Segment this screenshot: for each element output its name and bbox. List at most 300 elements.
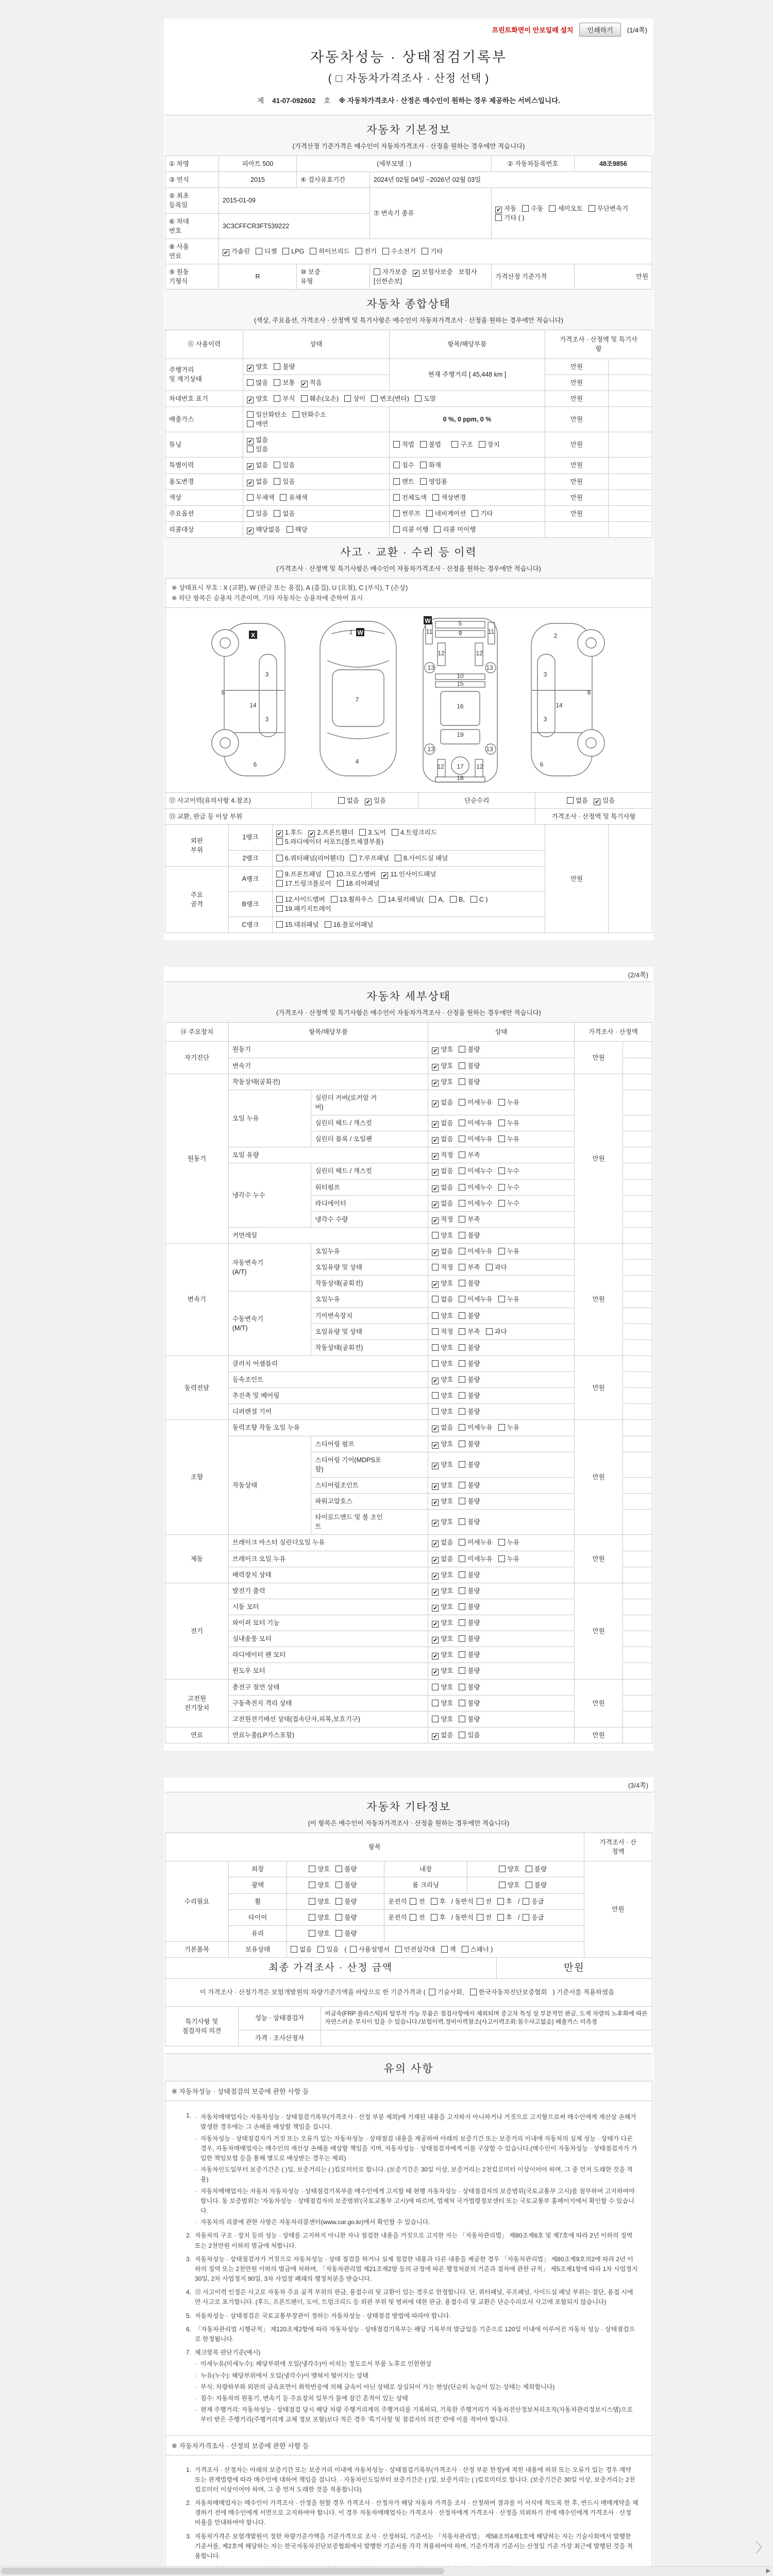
checkbox-icon xyxy=(450,896,457,903)
checkbox-checked-icon: ✔ xyxy=(433,1589,438,1596)
text-cell: ④ 검사유효기간 xyxy=(297,172,370,188)
page-indicator-1: (1/4쪽) xyxy=(627,26,647,34)
text-cell xyxy=(384,1925,584,1941)
table-row xyxy=(165,1958,652,1979)
notice-item-body xyxy=(195,2311,638,2321)
text-cell xyxy=(608,375,652,391)
value-cell xyxy=(428,1695,575,1711)
value-cell xyxy=(428,1436,575,1452)
text-cell: 만원 xyxy=(574,264,652,290)
checkbox-checked-option: ✔ 11.인사이드패널 xyxy=(382,870,436,879)
accident-head-table xyxy=(165,792,652,825)
notice-item-text: 자동차성능 · 상태점검자가 거짓으로 자동차성능 · 상태 점검을 하거나 실제 점검한 내용과 다른 내용을 제공한 경우 「자동차관리법」 제80조제9호의2에 따라 2년 이하의 징역 또는 2천만원 이하의 벌금에 처하며, 「자동차관리법 제21조제2항 등의 규정에 따른 행정처분의 기준과 절차에 관한 규칙」 제5조제1항에 따라 1차 사업정지 30일, 2차 사업정지 90일, 3차 사업장 폐쇄의 행정처분을 받습니다. xyxy=(195,2255,638,2283)
print-button[interactable]: 인쇄하기 xyxy=(579,23,620,37)
panel-number: 13 xyxy=(427,664,434,671)
checkbox-checked-option: ✔ 없음 xyxy=(433,1248,453,1256)
checkbox-icon xyxy=(325,921,331,928)
text-cell: 휠 xyxy=(228,1893,287,1909)
checkbox-option: 양호 xyxy=(432,1684,453,1691)
checkbox-icon xyxy=(392,829,398,836)
text-cell: 원동기 xyxy=(228,1042,428,1058)
section-title: 자동차 세부상태 xyxy=(366,991,451,1003)
checkbox-icon xyxy=(309,1866,315,1872)
checkbox-checked-icon: ✔ xyxy=(433,1378,438,1384)
checkbox-checked-icon: ✔ xyxy=(382,872,388,879)
checkbox-icon xyxy=(276,838,283,845)
checkbox-checked-icon: ✔ xyxy=(433,1282,438,1289)
checkbox-option: 있음 xyxy=(247,510,268,517)
text-cell: 2015-01-09 xyxy=(219,188,369,213)
checkbox-icon xyxy=(393,441,400,448)
panel-number: 12 xyxy=(476,650,483,657)
column-header: ⑪ 사용이력 xyxy=(165,330,243,359)
checkbox-option: 리콜 이행 xyxy=(393,526,429,533)
checkbox-option: 있음 xyxy=(317,1946,339,1953)
checkbox-option: 썬루프 xyxy=(393,510,421,517)
value-cell xyxy=(287,1925,384,1941)
text-cell: 성능 · 상태점검자 xyxy=(238,2006,321,2030)
value-cell xyxy=(384,1909,584,1925)
text-cell: 작동상태(공회전) xyxy=(311,1340,428,1355)
text-cell xyxy=(623,1679,652,1695)
panel-number: 10 xyxy=(457,672,464,680)
checkbox-option: 불량 xyxy=(459,1700,480,1707)
text-segment: ) 기준서를 적용하였음 xyxy=(552,1988,615,1996)
checkbox-option: 무단변속기 xyxy=(589,205,628,212)
checkbox-option: 있음 xyxy=(459,1732,480,1739)
panel-number: 4 xyxy=(355,758,359,765)
overall-table xyxy=(165,330,652,538)
checkbox-option: 불량 xyxy=(459,1392,480,1399)
notice-bullet-text: 자동차인도일부터 보증기간은 ( )일, 보증거리는 ( )킬로미터로 합니다. (보증기간은 30일 이상, 보증거리는 2천킬로미터 이상이어야 하며, 그 중 먼저 도래한 것을 적용) xyxy=(200,2166,633,2183)
value-cell xyxy=(287,1861,384,1877)
notice-item-number: 1. xyxy=(186,2112,191,2120)
checkbox-icon xyxy=(459,1461,465,1468)
text-cell: ⑬ 교환, 판금 등 이상 부위 xyxy=(165,809,535,825)
checkbox-icon xyxy=(247,494,254,501)
text-cell xyxy=(608,359,652,375)
checkbox-option: 14.필러패널( xyxy=(379,896,424,903)
checkbox-option: 불량 xyxy=(335,1866,357,1873)
panel-number: 6 xyxy=(540,761,544,768)
value-cell xyxy=(428,1535,575,1551)
panel-number: 8 xyxy=(587,689,591,696)
text-cell: 만원 xyxy=(574,1420,623,1535)
checkbox-option: 15.대쉬패널 xyxy=(276,921,319,928)
checkbox-icon xyxy=(256,248,262,255)
notice-item xyxy=(183,2111,638,2227)
checkbox-icon xyxy=(282,248,289,255)
text-segment: 운전석 xyxy=(388,1897,407,1905)
text-cell: 3C3CFFCR3FT539222 xyxy=(219,213,369,239)
table-row xyxy=(165,825,652,850)
notice-bullet-text: 부식: 차량하부와 외판의 금속표면이 화학반응에 의해 금속이 아닌 상태로 상실되어 가는 현상(단순히 녹슬어 있는 상태는 제외합니다) xyxy=(200,2383,555,2391)
value-cell xyxy=(369,264,491,290)
checkbox-icon xyxy=(498,1120,505,1126)
checkbox-option: 디젤 xyxy=(256,248,277,255)
notice-item-text: 자동차의 구조 · 장치 등의 성능 · 상태를 고지하지 아니한 자나 점검한 내용을 거짓으로 고지한 자는 「자동차관리법」 제80조제6호 및 제7호에 따라 2년 이하의 징역 또는 2천만원 이하의 벌금에 처합니다. xyxy=(195,2232,633,2249)
checkbox-icon xyxy=(486,1328,493,1335)
table-row xyxy=(165,391,652,406)
column-header: 항목 xyxy=(165,1833,584,1861)
damage-code-note-2: ※ 하단 항목은 승용차 기준이며, 기타 자동차는 승용차에 준하여 표시 xyxy=(172,595,363,602)
checkbox-icon xyxy=(331,896,338,903)
text-cell: 만원 xyxy=(545,505,609,521)
notice-item-body xyxy=(195,2255,638,2284)
text-cell: (세부모델 : ) xyxy=(297,156,492,172)
performance-warning-heading: ※ 자동차성능 · 상태점검의 보증에 관한 사항 등 xyxy=(165,2081,652,2101)
text-cell: 실린더 블록 / 오일팬 xyxy=(311,1131,428,1147)
scrollbar-right-arrow-icon[interactable]: ▶ xyxy=(764,2567,773,2575)
text-cell xyxy=(623,1308,652,1324)
section-subtitle: (가격조사 · 산정액 및 특기사항은 매수인이 자동차가격조사 · 산정을 원하는 경우에만 적습니다) xyxy=(276,565,541,572)
checkbox-checked-option: ✔ 양호 xyxy=(433,1518,453,1527)
panel-number: 17 xyxy=(457,763,464,770)
text-cell: R xyxy=(219,264,296,290)
checkbox-checked-icon: ✔ xyxy=(248,528,253,534)
value-cell xyxy=(389,432,545,457)
checkbox-option: 불량 xyxy=(526,1882,547,1889)
text-cell: ⑩ 보증 유형 xyxy=(297,264,370,290)
checkbox-option: 양호 xyxy=(309,1882,330,1889)
checkbox-option: 16.플로어패널 xyxy=(325,921,374,928)
text-cell xyxy=(623,1477,652,1493)
checkbox-icon xyxy=(291,1946,297,1953)
text-cell xyxy=(623,1615,652,1631)
column-header: 상태 xyxy=(243,330,390,359)
toolbar xyxy=(165,19,652,39)
carousel-next-arrow[interactable]: 〉 xyxy=(755,2540,769,2555)
checkbox-checked-option: ✔ 양호 xyxy=(433,1481,453,1490)
checkbox-option: 10.크로스멤버 xyxy=(327,871,376,878)
notice-item xyxy=(183,2465,638,2495)
checkbox-icon xyxy=(274,379,280,386)
checkbox-icon xyxy=(479,441,485,448)
checkbox-checked-option: ✔ 양호 xyxy=(433,1062,453,1071)
horizontal-scrollbar[interactable] xyxy=(0,2566,773,2576)
checkbox-checked-option: ✔ 있음 xyxy=(594,797,615,805)
checkbox-icon xyxy=(495,214,502,221)
value-cell xyxy=(535,793,652,809)
text-cell xyxy=(623,1567,652,1583)
text-cell: 현재 주행거리 [ 45,448 km ] xyxy=(389,359,545,391)
checkbox-icon xyxy=(247,510,254,517)
checkbox-option: 양호 xyxy=(432,1408,453,1415)
checkbox-option: 불법 xyxy=(420,441,441,448)
checkbox-icon xyxy=(426,510,433,517)
checkbox-option: 일산화탄소 xyxy=(247,411,287,418)
damage-code-note-1: ※ 상태표시 부호 : X (교환), W (판금 또는 용접), A (흠집), U (요철), C (부식), T (손상) xyxy=(172,584,408,591)
table-row xyxy=(165,1861,652,1877)
text-cell xyxy=(608,505,652,521)
text-cell: 구동축전지 격리 상태 xyxy=(228,1695,428,1711)
checkbox-option: 적법 xyxy=(393,441,414,448)
text-cell: 2024년 02월 04일 ~2026년 02월 03일 xyxy=(369,172,652,188)
checkbox-icon xyxy=(459,1046,465,1053)
text-cell: 클러치 어셈블리 xyxy=(228,1355,428,1371)
checkbox-checked-option: ✔ 2.프론트휀더 xyxy=(309,829,354,838)
print-install-notice-link[interactable]: 프린트화면이 안보일때 설치 xyxy=(492,26,574,34)
checkbox-icon xyxy=(432,1296,439,1302)
text-cell xyxy=(623,1195,652,1211)
text-cell: 만원 xyxy=(545,359,609,375)
checkbox-option: 훼손(오손) xyxy=(301,395,339,402)
text-cell: 스티어링조인트 xyxy=(311,1477,428,1493)
checkbox-option: 하이브리드 xyxy=(310,248,349,255)
value-cell xyxy=(243,505,390,521)
checkbox-option: 잭 xyxy=(441,1946,456,1953)
text-cell: ⑫ 사고이력(유의사항 4.참조) xyxy=(165,793,312,809)
checkbox-icon xyxy=(498,1296,505,1302)
checkbox-icon xyxy=(432,1232,439,1239)
text-cell xyxy=(623,1115,652,1131)
text-cell: 만원 xyxy=(545,825,609,933)
value-cell xyxy=(243,489,390,505)
text-cell xyxy=(623,1551,652,1567)
checkbox-option: 누유 xyxy=(498,1248,519,1255)
text-cell: 변속기 xyxy=(228,1058,428,1074)
checkbox-option: 4.트렁크리드 xyxy=(392,829,437,836)
checkbox-option: 8.사이드실 패널 xyxy=(395,855,448,862)
notice-item-body xyxy=(195,2231,638,2250)
checkbox-option: 있음 xyxy=(247,446,268,453)
checkbox-checked-icon: ✔ xyxy=(248,365,253,371)
checkbox-option: 양호 xyxy=(309,1898,330,1905)
text-cell: 최종 가격조사 · 산정 금액 xyxy=(165,1958,497,1979)
checkbox-option: 없음 xyxy=(291,1946,312,1953)
checkbox-icon xyxy=(459,1151,465,1158)
value-cell xyxy=(428,1727,575,1743)
checkbox-option: 네비게이션 xyxy=(426,510,466,517)
checkbox-icon xyxy=(335,1898,342,1905)
checkbox-option: 9.프론트패널 xyxy=(276,871,322,878)
checkbox-option: 누유 xyxy=(498,1099,519,1106)
checkbox-icon xyxy=(459,1408,465,1415)
value-cell xyxy=(389,473,545,489)
text-cell xyxy=(623,1599,652,1615)
checkbox-icon xyxy=(350,855,357,861)
checkbox-icon xyxy=(429,896,436,903)
checkbox-checked-icon: ✔ xyxy=(248,480,253,486)
scrollbar-thumb[interactable] xyxy=(1,2568,444,2574)
damage-mark-letter: W xyxy=(425,617,431,624)
checkbox-checked-option: ✔ 없음 xyxy=(433,1136,453,1144)
checkbox-icon xyxy=(309,1882,315,1888)
text-cell: 외장 xyxy=(228,1861,287,1877)
text-cell xyxy=(623,1494,652,1510)
checkbox-icon xyxy=(499,1882,506,1888)
checkbox-icon xyxy=(431,1914,438,1921)
panel-number: 8 xyxy=(221,689,225,696)
checkbox-checked-option: ✔ 양호 xyxy=(433,1280,453,1289)
checkbox-option: 없음 xyxy=(274,510,295,517)
checkbox-option: 부족 xyxy=(459,1264,480,1271)
notice-bullet-text: 누유(누수): 해당부위에서 오일(냉각수)이 맺혀서 떨어지는 상태 xyxy=(200,2371,368,2379)
checkbox-option: 많음 xyxy=(247,379,268,386)
section-etc-info xyxy=(165,1792,652,1833)
checkbox-checked-icon: ✔ xyxy=(433,1185,438,1192)
checkbox-option: 전체도색 xyxy=(393,494,427,501)
table-row xyxy=(165,1941,652,1957)
checkbox-icon xyxy=(276,855,283,861)
text-cell: 연료누출(LP가스포함) xyxy=(228,1727,428,1743)
final-price-table-holder xyxy=(165,1957,652,1979)
checkbox-option: 양호 xyxy=(432,1360,453,1367)
section-detail-state xyxy=(165,981,652,1023)
panel-number: 12 xyxy=(476,763,483,770)
checkbox-checked-option: ✔ 적음 xyxy=(301,379,322,387)
checkbox-checked-option: ✔ 없음 xyxy=(433,1183,453,1192)
checkbox-option: 양호 xyxy=(432,1344,453,1351)
checkbox-checked-option: ✔ 없음 xyxy=(433,1098,453,1107)
text-cell: 윈도우 모터 xyxy=(228,1663,428,1679)
text-cell: 스티어링 기어(MDPS포 함) xyxy=(311,1452,428,1477)
checkbox-option: 무채색 xyxy=(247,494,274,501)
text-cell xyxy=(623,1535,652,1551)
checkbox-icon xyxy=(420,441,427,448)
text-cell: ② 자동차등록번호 xyxy=(492,156,575,172)
checkbox-option: 전기 xyxy=(356,248,377,255)
value-cell xyxy=(428,1631,575,1647)
notice-item-number: 4. xyxy=(186,2289,191,2296)
page-indicator-2: (2/4쪽) xyxy=(164,967,653,982)
text-cell: 실내송풍 모터 xyxy=(228,1631,428,1647)
checkbox-option: 6.쿼터패널(리어휀더) xyxy=(276,855,344,862)
checkbox-option: 있음 xyxy=(274,478,295,485)
checkbox-icon xyxy=(309,1898,315,1905)
checkbox-option: 보통 xyxy=(274,379,295,386)
checkbox-icon xyxy=(276,896,283,903)
text-cell: 오일 유량 xyxy=(228,1147,428,1163)
doc-no: 41-07-092602 xyxy=(272,97,316,105)
checkbox-icon xyxy=(459,1328,465,1335)
checkbox-icon xyxy=(459,1498,465,1504)
checkbox-checked-icon: ✔ xyxy=(433,1669,438,1676)
checkbox-icon xyxy=(472,510,478,517)
checkbox-icon xyxy=(549,205,556,212)
section-subtitle: (이 항목은 매수인이 자동차가격조사 · 산정을 원하는 경우에만 적습니다) xyxy=(308,1820,510,1827)
table-row xyxy=(165,239,652,264)
bullet-icon: · xyxy=(195,2383,197,2391)
value-cell xyxy=(243,521,390,537)
checkbox-icon xyxy=(374,268,380,275)
checkbox-icon xyxy=(434,526,441,533)
notice-item-text: 자동차매매업자는 매수인이 가격조사 · 산정을 원할 경우 가격조사 · 산정자가 해당 자동차 가격을 조사 · 산정하여 결과를 이 서식에 적도록 한 후, 반드시 매매계약을 체결하기 전에 매수인에게 서면으로 고지하여야 합니다. 이 경우 자동차매매업자는 가격조사 · 산정자에게 가격조사 · 산정을 의뢰하기 전에 매수인에게 가격조사 · 산정 비용을 안내하여야 합니다. xyxy=(195,2499,638,2527)
table-row xyxy=(165,793,652,809)
table-row xyxy=(165,1244,652,1260)
text-cell: 조향 xyxy=(165,1420,229,1535)
checkbox-checked-icon: ✔ xyxy=(433,1122,438,1128)
checkbox-option: 불량 xyxy=(459,1667,480,1674)
checkbox-icon xyxy=(371,395,378,402)
section-accident-history xyxy=(165,537,652,579)
value-cell xyxy=(467,1861,584,1877)
checkbox-option: 불량 xyxy=(459,1518,480,1526)
bullet-icon: · xyxy=(195,2187,197,2195)
checkbox-icon xyxy=(335,1866,342,1872)
checkbox-icon xyxy=(247,379,254,386)
checkbox-icon xyxy=(422,248,428,255)
value-cell xyxy=(428,1647,575,1663)
checkbox-option: 불량 xyxy=(459,1571,480,1579)
checkbox-option: 자가보증 xyxy=(374,268,407,276)
checkbox-icon xyxy=(459,1518,465,1525)
checkbox-icon xyxy=(477,1914,483,1921)
checkbox-icon xyxy=(309,1930,315,1937)
notice-bullet xyxy=(195,2165,638,2184)
page-indicator-3: (3/4쪽) xyxy=(164,1777,653,1792)
text-cell: 만원 xyxy=(545,432,609,457)
text-cell xyxy=(623,1420,652,1436)
text-cell: 브레이크 마스터 실린더오일 누유 xyxy=(228,1535,428,1551)
panel-number: 6 xyxy=(253,761,257,768)
checkbox-checked-icon: ✔ xyxy=(433,1557,438,1564)
checkbox-option: 불량 xyxy=(459,1684,480,1691)
table-row xyxy=(165,473,652,489)
table-row xyxy=(165,2006,652,2030)
table-row xyxy=(165,172,652,188)
basic-info-table xyxy=(165,156,652,290)
text-cell: 실린더 헤드 / 개스킷 xyxy=(311,1163,428,1179)
checkbox-checked-icon: ✔ xyxy=(433,1621,438,1628)
checkbox-icon xyxy=(498,1167,505,1174)
checkbox-checked-option: ✔ 양호 xyxy=(433,1619,453,1628)
section-title: 자동차 기본정보 xyxy=(366,124,451,136)
text-cell xyxy=(623,1695,652,1711)
value-cell xyxy=(428,1583,575,1599)
value-cell xyxy=(428,1147,575,1163)
checkbox-option: 과다 xyxy=(486,1264,507,1271)
section-overall-state xyxy=(165,289,652,330)
text-cell: 수리필요 xyxy=(165,1861,229,1942)
text-cell: 제동 xyxy=(165,1535,229,1583)
text-cell: 만원 xyxy=(545,473,609,489)
table-row xyxy=(165,1877,652,1893)
checkbox-icon xyxy=(276,880,283,887)
notice-bullet-text: 침수: 자동차의 원동기, 변속기 등 주요장치 일부가 물에 잠긴 흔적이 있는 상태 xyxy=(200,2394,408,2402)
checkbox-icon xyxy=(459,1376,465,1383)
text-cell: 주행거리 및 계기상태 xyxy=(165,359,243,391)
doc-note: ※ 자동차가격조사 · 산정은 매수인이 원하는 경우 제공하는 서비스입니다. xyxy=(339,97,560,105)
column-header: 가격조사 · 산정액 xyxy=(574,1023,652,1042)
special-table xyxy=(165,2006,652,2046)
text-cell xyxy=(623,1452,652,1477)
checkbox-icon xyxy=(393,462,400,468)
checkbox-option: 장치 xyxy=(479,441,500,448)
checkbox-checked-icon: ✔ xyxy=(414,270,419,277)
text-cell: 만원 xyxy=(574,1679,623,1727)
panel-number: 13 xyxy=(486,745,493,753)
checkbox-checked-option: ✔ 없음 xyxy=(248,462,268,470)
text-cell: ⑦ 변속기 종류 xyxy=(369,188,491,239)
etc-table xyxy=(165,1833,652,1958)
text-cell xyxy=(623,1647,652,1663)
table-row xyxy=(165,1023,652,1042)
text-cell: 비금속(FRP 플라스틱)의 탈부착 가능 부품은 점검사항에서 제외되며 중고차 특성 상 부분적인 판금, 도색 차량의 노후화에 따른 자연스러운 부식이 있을 수 있습니다./보험이력,정비이력참조(사고이력조회:침수사고없음) 배출가스 미측정 xyxy=(321,2006,652,2030)
checkbox-checked-option: ✔ 없음 xyxy=(433,1731,453,1740)
value-cell xyxy=(428,1452,575,1477)
column-header: 항목/해당부품 xyxy=(228,1023,428,1042)
notice-item-text: 체크항목 판단기준(예시) xyxy=(195,2349,261,2357)
price-basis-line xyxy=(165,1979,652,2007)
checkbox-icon xyxy=(431,1898,438,1905)
text-cell: ⑨ 원동 기형식 xyxy=(165,264,219,290)
checkbox-option: 불량 xyxy=(526,1866,547,1873)
text-cell: ⑥ 차대 번호 xyxy=(165,213,219,239)
notice-item-body xyxy=(195,2532,638,2562)
text-cell: 원동기 xyxy=(165,1074,229,1243)
checkbox-checked-icon: ✔ xyxy=(594,799,600,805)
